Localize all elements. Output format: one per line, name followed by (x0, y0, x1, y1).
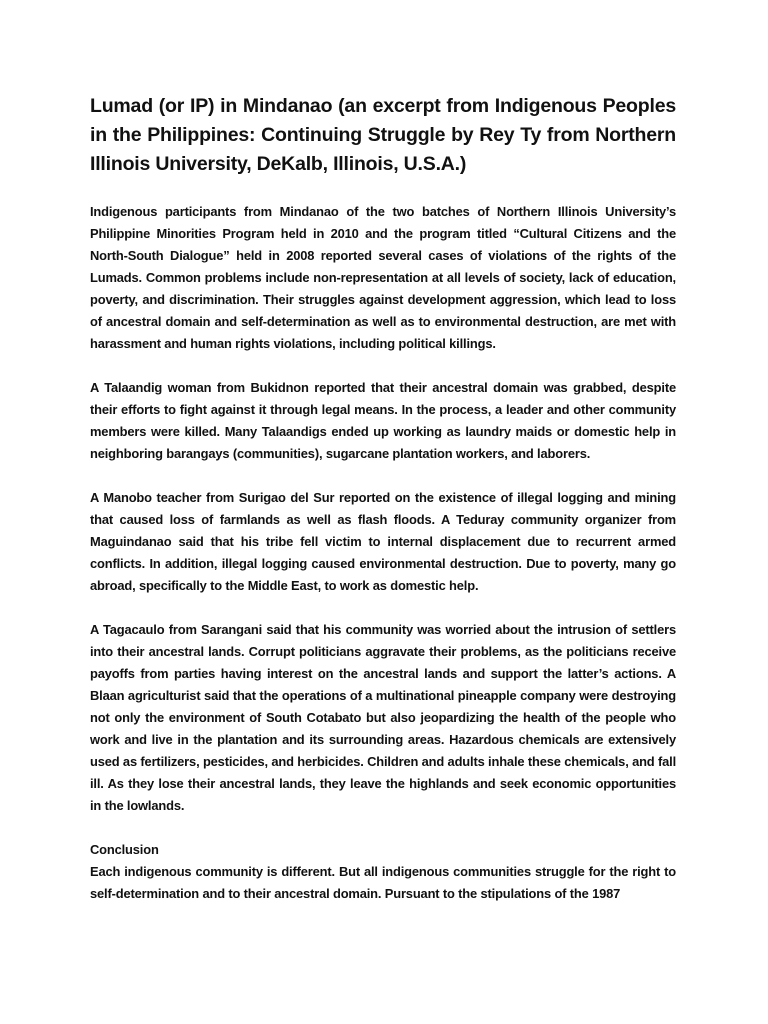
document-title: Lumad (or IP) in Mindanao (an excerpt from Indigenous Peoples in the Philippines: Continuing Struggle by Rey Ty from Northern Illinois University, DeKalb, Illinois, U.S.A.) (90, 95, 676, 175)
paragraph-tagacaulo: A Tagacaulo from Sarangani said that his community was worried about the intrusion of settlers into their ancestral lands. Corrupt politicians aggravate their problems, as the politicians receive payoffs from parties having interest on the ancestral lands and support the latter’s actions. A Blaan agriculturist said that the operations of a multinational pineapple company were destroying not only the environment of South Cotabato but also jeopardizing the health of the people who work and live in the plantation and its surrounding areas. Hazardous chemicals are extensively used as fertilizers, pesticides, and herbicides. Children and adults inhale these chemicals, and fall ill. As they lose their ancestral lands, they leave the highlands and seek economic opportunities in the lowlands. (90, 622, 676, 813)
conclusion-heading: Conclusion (90, 842, 159, 857)
paragraph-participants: Indigenous participants from Mindanao of the two batches of Northern Illinois University’s Philippine Minorities Program held in 2010 and the program titled “Cultural Citizens and the North-South Dialogue” held in 2008 reported several cases of violations of the rights of the Lumads. Common problems include non-representation at all levels of society, lack of education, poverty, and discrimination. Their struggles against development aggression, which lead to loss of ancestral domain and self-determination as well as to environmental destruction, are met with harassment and human rights violations, including political killings. (90, 204, 676, 351)
conclusion-paragraph: Each indigenous community is different. But all indigenous communities struggle for the right to self-determination and to their ancestral domain. Pursuant to the stipulations of the 1987 (90, 864, 676, 901)
document-body (90, 92, 676, 905)
paragraph-manobo: A Manobo teacher from Surigao del Sur reported on the existence of illegal logging and mining that caused loss of farmlands as well as flash floods. A Teduray community organizer from Maguindanao said that his tribe fell victim to internal displacement due to recurrent armed conflicts. In addition, illegal logging caused environmental destruction. Due to poverty, many go abroad, specifically to the Middle East, to work as domestic help. (90, 490, 676, 593)
paragraph-talaandig: A Talaandig woman from Bukidnon reported that their ancestral domain was grabbed, despite their efforts to fight against it through legal means. In the process, a leader and other community members were killed. Many Talaandigs ended up working as laundry maids or domestic help in neighboring barangays (communities), sugarcane plantation workers, and laborers. (90, 380, 676, 461)
